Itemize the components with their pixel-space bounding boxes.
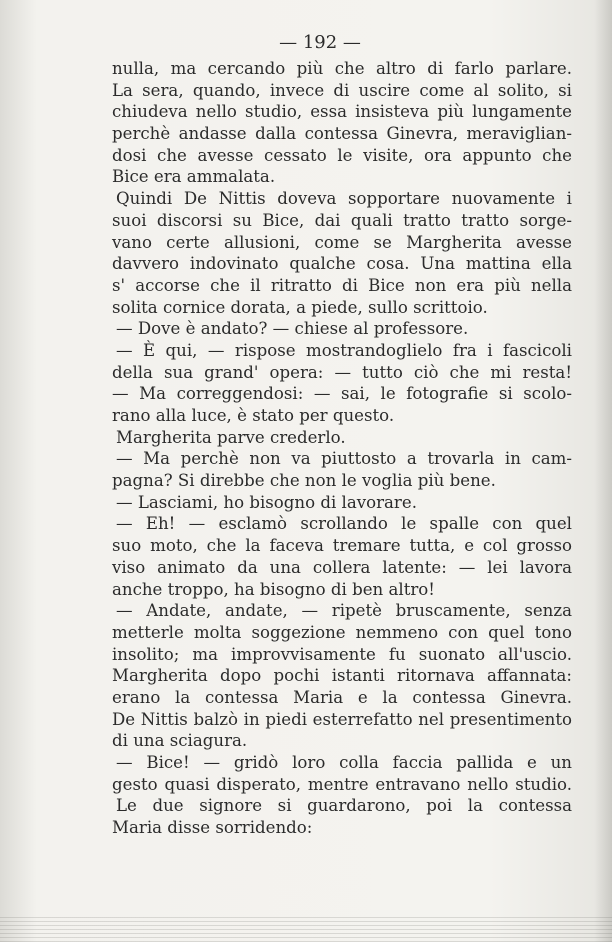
text-line: della sua grand' opera: — tutto ciò che mi resta! <box>112 362 572 382</box>
text-line: — Bice! — gridò loro colla faccia pallida e un <box>116 753 572 772</box>
text-line: Margherita parve crederlo. <box>116 427 346 447</box>
text-line: anche troppo, ha bisogno di ben altro! <box>112 579 435 599</box>
text-line: solita cornice dorata, a piede, sullo scrittoio. <box>112 297 488 317</box>
text-line: Margherita dopo pochi istanti ritornava affannata: <box>112 666 572 686</box>
text-line: erano la contessa Maria e la contessa Ginevra. <box>112 687 572 707</box>
text-line: vano certe allusioni, come se Margherita avesse <box>112 232 572 252</box>
text-line: s' accorse che il ritratto di Bice non era più nella <box>112 275 572 295</box>
text-line: — Ma correggendosi: — sai, le fotografie si scolo- <box>112 384 572 404</box>
page-edge-shadow <box>594 0 612 942</box>
text-line: nulla, ma cercando più che altro di farlo parlare. <box>112 59 572 78</box>
body-text <box>112 58 572 839</box>
text-line: — Dove è andato? — chiese al professore. <box>116 319 469 339</box>
text-line: Quindi De Nittis doveva sopportare nuovamente i <box>116 189 572 209</box>
text-line: chiudeva nello studio, essa insisteva più lungamente <box>112 102 572 122</box>
page-bottom-edge <box>0 916 612 942</box>
text-line: Maria disse sorridendo: <box>112 818 313 838</box>
text-line: metterle molta soggezione nemmeno con quel tono <box>112 622 572 642</box>
text-line: — Lasciami, ho bisogno di lavorare. <box>116 492 417 512</box>
text-line: Le due signore si guardarono, poi la contessa <box>116 796 572 816</box>
text-line: rano alla luce, è stato per questo. <box>112 406 395 425</box>
text-line: De Nittis balzò in piedi esterrefatto nel presentimento <box>112 709 572 729</box>
text-line: perchè andasse dalla contessa Ginevra, meraviglian- <box>112 124 572 144</box>
page-number: — 192 — <box>279 32 361 53</box>
text-line: — Andate, andate, — ripetè bruscamente, senza <box>116 601 572 621</box>
text-line: viso animato da una collera latente: — lei lavora <box>112 557 572 577</box>
text-line: suoi discorsi su Bice, dai quali tratto tratto sorge- <box>112 210 572 230</box>
text-line: — Ma perchè non va piuttosto a trovarla in cam- <box>116 449 572 469</box>
text-line: pagna? Si direbbe che non le voglia più bene. <box>112 471 496 491</box>
text-line: insolito; ma improvvisamente fu suonato all'uscio. <box>112 644 572 664</box>
text-line: dosi che avesse cessato le visite, ora appunto che <box>112 145 572 165</box>
text-line: — È qui, — rispose mostrandoglielo fra i fascicoli <box>116 340 572 360</box>
text-line: suo moto, che la faceva tremare tutta, e col grosso <box>112 536 572 556</box>
text-line: — Eh! — esclamò scrollando le spalle con quel <box>116 514 572 534</box>
text-line: di una sciagura. <box>112 731 248 751</box>
text-line: Bice era ammalata. <box>112 167 276 187</box>
text-line: La sera, quando, invece di uscire come al solito, si <box>112 80 572 100</box>
text-line: davvero indovinato qualche cosa. Una mattina ella <box>112 254 572 274</box>
text-line: gesto quasi disperato, mentre entravano nello studio. <box>112 774 572 794</box>
